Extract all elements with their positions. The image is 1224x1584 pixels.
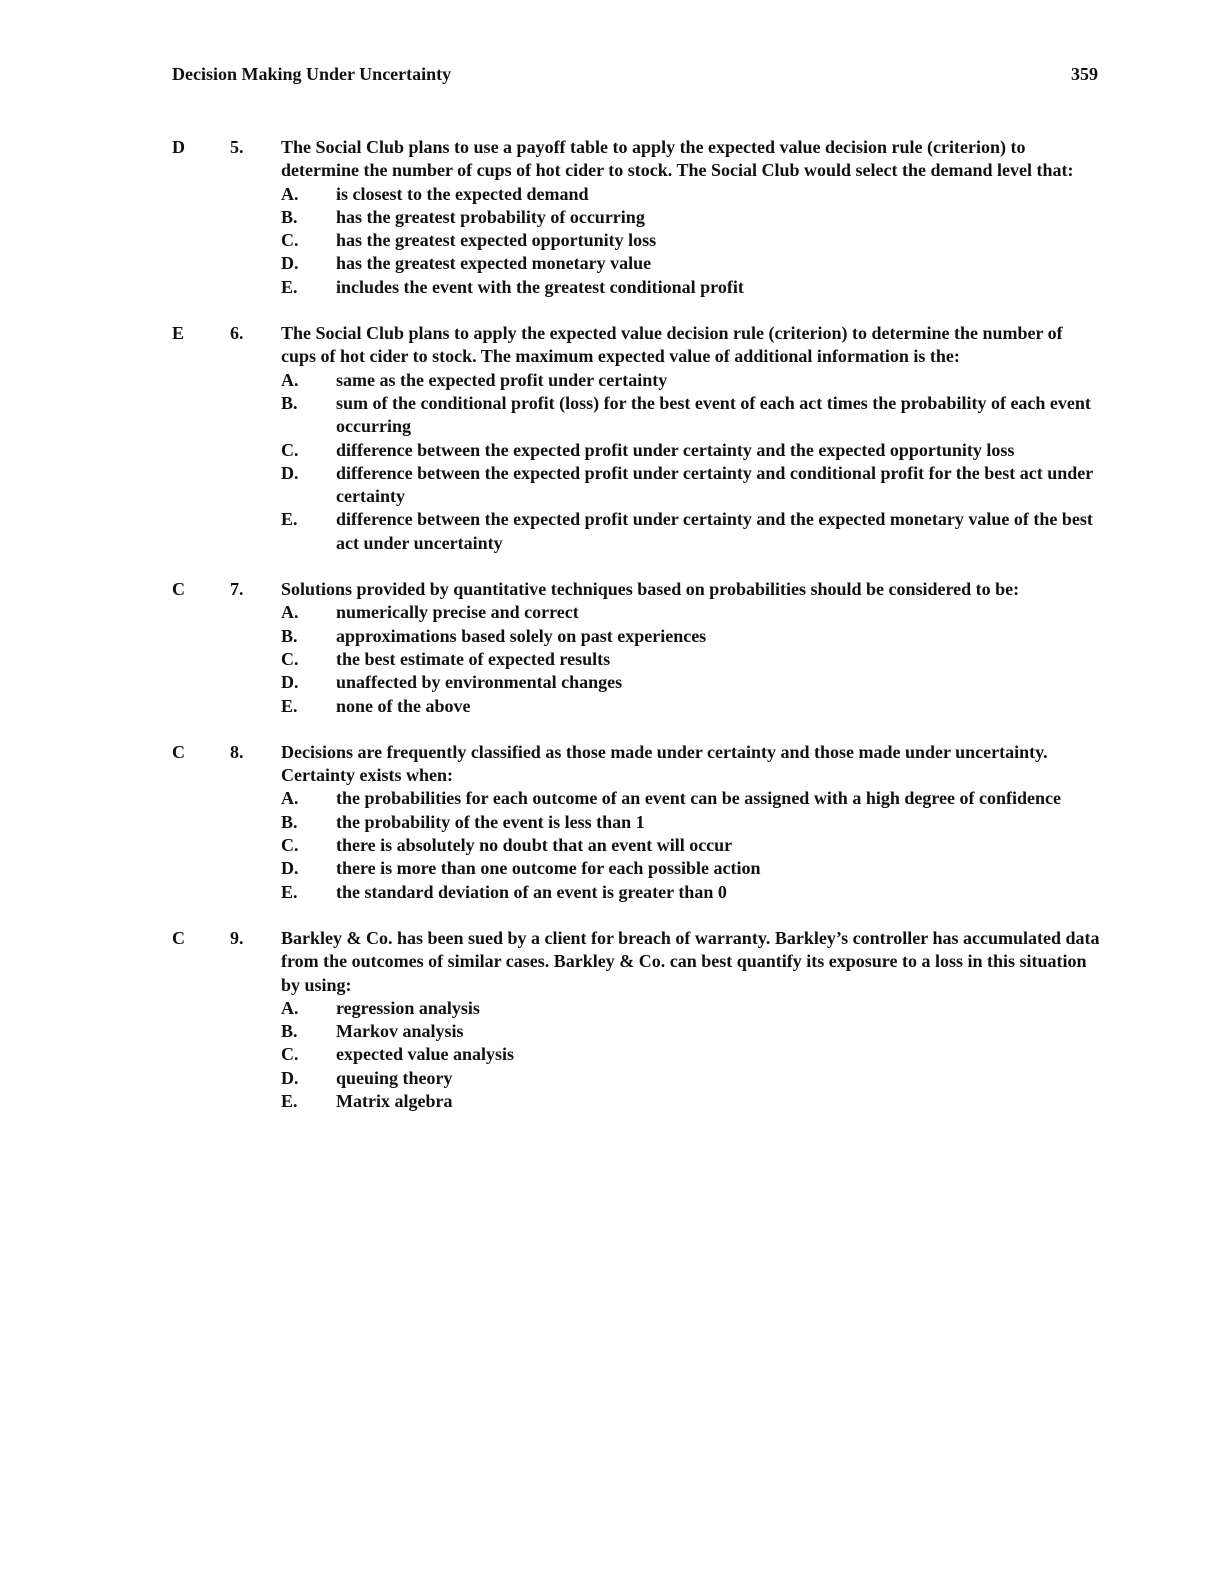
option-b: [281, 206, 1106, 229]
option-text: unaffected by environmental changes: [336, 672, 623, 693]
option-text: has the greatest expected opportunity loss: [336, 230, 657, 251]
option-e: [281, 276, 1106, 299]
option-letter: E.: [281, 695, 298, 716]
question-number: 8.: [230, 741, 244, 762]
option-letter: C.: [281, 648, 299, 669]
option-c: [281, 439, 1106, 462]
question-number: 5.: [230, 137, 244, 157]
option-letter: A.: [281, 369, 299, 390]
option-text: difference between the expected profit under certainty and conditional profit for the best act under certainty: [336, 462, 1093, 507]
question-list: [0, 136, 1224, 1136]
option-list: [0, 601, 1224, 717]
page-header: [172, 64, 1098, 90]
option-text: the best estimate of expected results: [336, 648, 611, 669]
option-c: [281, 229, 1106, 252]
option-d: [281, 671, 1106, 694]
option-b: [281, 625, 1106, 648]
option-text: there is more than one outcome for each possible action: [336, 858, 761, 879]
option-list: [0, 787, 1224, 903]
option-a: [281, 601, 1106, 624]
answer-key: D: [172, 137, 185, 157]
option-text: the standard deviation of an event is greater than 0: [336, 881, 727, 902]
option-text: numerically precise and correct: [336, 602, 579, 623]
question-number: 7.: [230, 579, 244, 600]
answer-key: C: [172, 927, 185, 948]
option-text: has the greatest probability of occurring: [336, 206, 645, 227]
option-letter: A.: [281, 997, 299, 1018]
option-text: sum of the conditional profit (loss) for the best event of each act times the probability of each event occurring: [336, 392, 1091, 437]
question-6: [0, 322, 1224, 555]
page-title: Decision Making Under Uncertainty: [172, 64, 452, 84]
option-letter: C.: [281, 439, 299, 460]
option-letter: E.: [281, 509, 298, 530]
option-list: [0, 997, 1224, 1113]
option-list: [0, 369, 1224, 555]
option-letter: A.: [281, 183, 299, 204]
option-letter: B.: [281, 1021, 298, 1042]
option-letter: E.: [281, 276, 298, 297]
option-a: [281, 369, 1106, 392]
question-8: [0, 741, 1224, 904]
option-e: [281, 1090, 1106, 1113]
option-text: the probabilities for each outcome of an event can be assigned with a high degree of confidence: [336, 788, 1061, 809]
option-list: [0, 183, 1224, 299]
answer-key: E: [172, 323, 185, 344]
option-letter: B.: [281, 392, 298, 413]
option-a: [281, 997, 1106, 1020]
question-7: [0, 578, 1224, 718]
option-d: [281, 857, 1106, 880]
option-letter: B.: [281, 625, 298, 646]
page-number: 359: [1071, 64, 1098, 84]
option-letter: C.: [281, 835, 299, 856]
option-d: [281, 1067, 1106, 1090]
option-b: [281, 392, 1106, 439]
option-b: [281, 811, 1106, 834]
question-number: 6.: [230, 323, 244, 344]
question-9: [0, 927, 1224, 1113]
option-letter: A.: [281, 788, 299, 809]
option-d: [281, 462, 1106, 509]
option-e: [281, 508, 1106, 555]
option-text: queuing theory: [336, 1067, 453, 1088]
option-letter: C.: [281, 230, 299, 251]
question-stem: Barkley & Co. has been sued by a client for breach of warranty. Barkley’s controller has accumulated data from the outcomes of similar cases. Barkley & Co. can best quantify its exposure to a loss in this situation by using:: [281, 927, 1100, 995]
option-c: [281, 834, 1106, 857]
option-c: [281, 648, 1106, 671]
option-text: includes the event with the greatest conditional profit: [336, 276, 744, 297]
question-stem: The Social Club plans to apply the expected value decision rule (criterion) to determine the number of cups of hot cider to stock. The maximum expected value of additional information is the:: [281, 323, 1063, 367]
option-text: there is absolutely no doubt that an event will occur: [336, 835, 733, 856]
question-number: 9.: [230, 927, 244, 948]
option-text: difference between the expected profit under certainty and the expected opportunity loss: [336, 439, 1015, 460]
option-letter: E.: [281, 881, 298, 902]
question-stem: Solutions provided by quantitative techniques based on probabilities should be considered to be:: [281, 579, 1020, 600]
answer-key: C: [172, 741, 185, 762]
option-text: none of the above: [336, 695, 471, 716]
option-text: same as the expected profit under certainty: [336, 369, 668, 390]
option-letter: B.: [281, 811, 298, 832]
question-5: [0, 136, 1224, 299]
option-text: approximations based solely on past experiences: [336, 625, 707, 646]
option-letter: D.: [281, 462, 299, 483]
question-stem: The Social Club plans to use a payoff table to apply the expected value decision rule (criterion) to determine the number of cups of hot cider to stock. The Social Club would select the demand level that:: [281, 137, 1074, 181]
option-e: [281, 881, 1106, 904]
option-text: Matrix algebra: [336, 1090, 453, 1111]
option-letter: D.: [281, 672, 299, 693]
option-c: [281, 1043, 1106, 1066]
option-text: the probability of the event is less than 1: [336, 811, 645, 832]
option-text: Markov analysis: [336, 1021, 464, 1042]
option-e: [281, 695, 1106, 718]
question-stem: Decisions are frequently classified as those made under certainty and those made under uncertainty. Certainty exists when:: [281, 741, 1048, 786]
option-letter: A.: [281, 602, 299, 623]
option-text: has the greatest expected monetary value: [336, 253, 652, 274]
option-text: regression analysis: [336, 997, 480, 1018]
option-text: expected value analysis: [336, 1044, 514, 1065]
option-text: is closest to the expected demand: [336, 183, 589, 204]
option-letter: B.: [281, 206, 298, 227]
option-letter: D.: [281, 253, 299, 274]
option-b: [281, 1020, 1106, 1043]
answer-key: C: [172, 579, 185, 600]
option-letter: D.: [281, 1067, 299, 1088]
option-letter: D.: [281, 858, 299, 879]
option-a: [281, 183, 1106, 206]
option-text: difference between the expected profit under certainty and the expected monetary value of the best act under uncertainty: [336, 509, 1093, 553]
option-a: [281, 787, 1106, 810]
option-letter: E.: [281, 1090, 298, 1111]
option-letter: C.: [281, 1044, 299, 1065]
option-d: [281, 252, 1106, 275]
